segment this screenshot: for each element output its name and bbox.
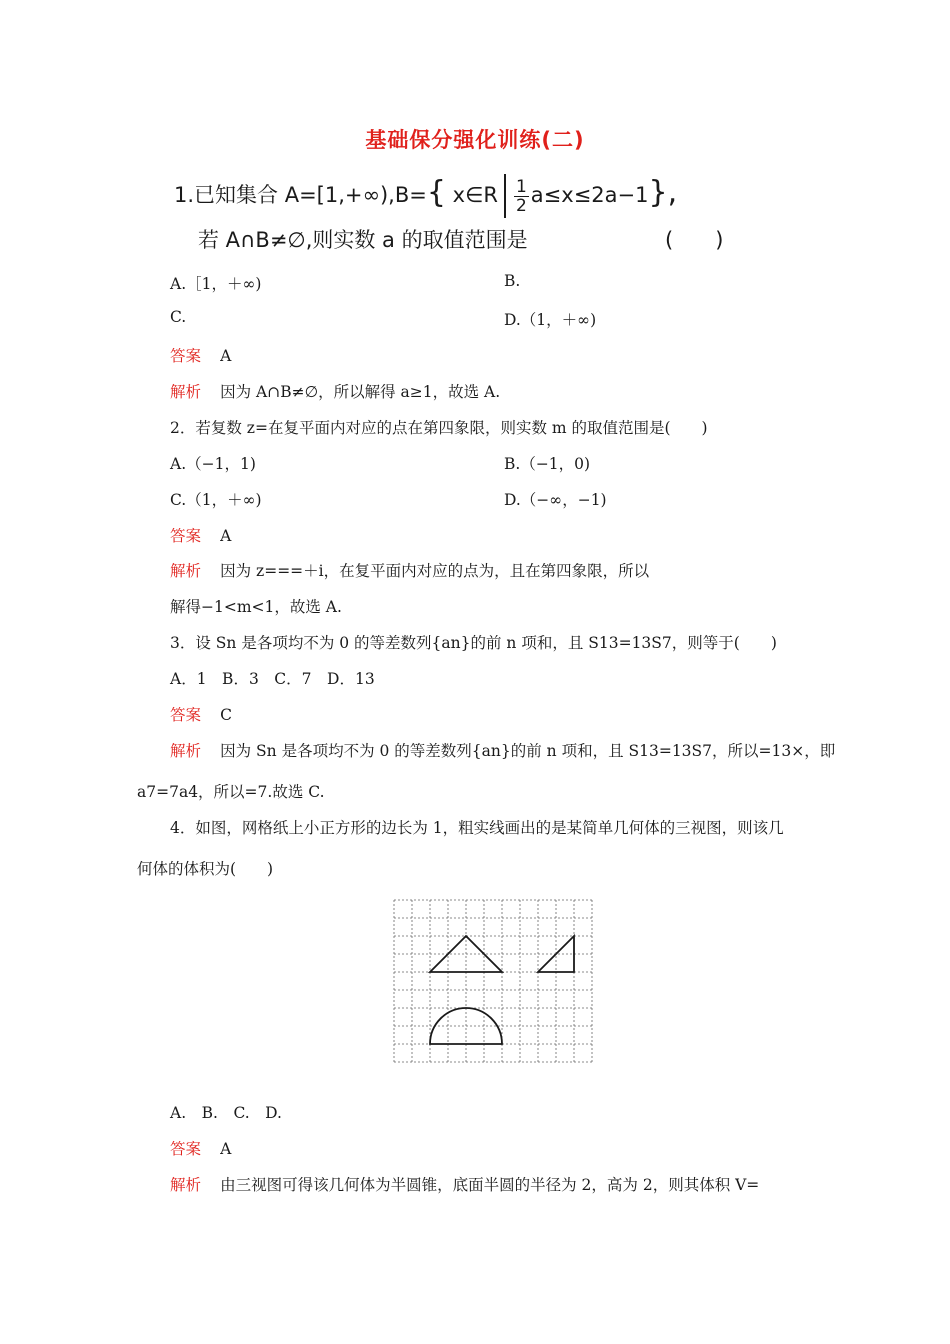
- q1-set-close-brace: },: [648, 175, 678, 210]
- q1-set-cond: a≤x≤2a−1: [530, 183, 649, 207]
- q4-analysis: [170, 1173, 759, 1195]
- q2-analysis-text-2: 解得−1<m<1，故选 A.: [170, 598, 342, 616]
- q4-options: A. B. C. D.: [170, 1104, 282, 1122]
- q1-analysis-text: 因为 A∩B≠∅，所以解得 a≥1，故选 A.: [220, 383, 501, 401]
- three-view-figure: [382, 890, 602, 1072]
- q4-answer: [170, 1137, 231, 1159]
- q1-frac-num: 1: [515, 176, 527, 197]
- q1-stem-prefix: 1.已知集合 A=[1,+∞),B=: [174, 183, 427, 207]
- q2-option-a: A.（−1，1): [170, 455, 256, 473]
- q3-analysis-text-1: 因为 Sn 是各项均不为 0 的等差数列{an}的前 n 项和，且 S13=13S7，所以=13×，即: [220, 742, 836, 760]
- q3-answer-label: 答案: [170, 706, 202, 724]
- q4-analysis-text: 由三视图可得该几何体为半圆锥，底面半圆的半径为 2，高为 2，则其体积 V=: [220, 1176, 760, 1194]
- q2-answer-value: A: [220, 527, 232, 545]
- q2-option-c: C.（1，＋∞): [170, 491, 262, 509]
- q1-set-var: x∈R: [452, 183, 498, 207]
- q1-fraction: [514, 178, 529, 215]
- q3-analysis-label: 解析: [170, 742, 202, 760]
- q4-answer-label: 答案: [170, 1140, 202, 1158]
- q3-answer-value: C: [220, 706, 232, 724]
- page-title: 基础保分强化训练(二): [365, 128, 585, 152]
- q2-option-d: D.（−∞，−1): [504, 491, 607, 509]
- q4-answer-value: A: [220, 1140, 232, 1158]
- q1-option-a: A.［1，＋∞): [170, 275, 262, 293]
- q3-stem: 3．设 Sn 是各项均不为 0 的等差数列{an}的前 n 项和，且 S13=13S7，则等于( ): [170, 634, 777, 652]
- q1-option-d: D.（1，＋∞): [504, 311, 597, 329]
- q1-line1: [174, 168, 677, 218]
- q2-analysis: [170, 559, 649, 581]
- q2-analysis-label: 解析: [170, 562, 202, 580]
- q3-analysis: [170, 739, 835, 761]
- q1-answer-value: A: [220, 347, 232, 365]
- q1-option-c: C.: [170, 308, 187, 326]
- q4-stem-1: 4．如图，网格纸上小正方形的边长为 1，粗实线画出的是某简单几何体的三视图，则该几: [170, 819, 784, 837]
- q1-answer: [170, 344, 231, 366]
- q2-answer: [170, 524, 231, 546]
- q2-stem: 2．若复数 z=在复平面内对应的点在第四象限，则实数 m 的取值范围是( ): [170, 419, 708, 437]
- q1-line2: 若 A∩B≠∅,则实数 a 的取值范围是: [198, 228, 528, 252]
- three-view-grid-svg: [382, 890, 602, 1072]
- q1-option-b: B.: [504, 272, 521, 290]
- q2-option-b: B.（−1，0): [504, 455, 591, 473]
- q1-set-bar: [504, 174, 506, 218]
- q1-analysis-label: 解析: [170, 383, 202, 401]
- q1-answer-label: 答案: [170, 347, 202, 365]
- q3-options: A．1 B．3 C．7 D．13: [170, 670, 375, 688]
- q1-set-open-brace: {: [426, 175, 446, 210]
- q3-answer: [170, 703, 232, 725]
- q3-analysis-text-2: a7=7a4，所以=7.故选 C.: [137, 783, 325, 801]
- q2-answer-label: 答案: [170, 527, 202, 545]
- q4-analysis-label: 解析: [170, 1176, 202, 1194]
- q1-paren: ( ): [665, 228, 724, 252]
- q1-analysis: [170, 380, 500, 402]
- q1-frac-den: 2: [515, 195, 527, 216]
- q4-stem-2: 何体的体积为( ): [137, 860, 274, 878]
- q2-analysis-text-1: 因为 z===＋i，在复平面内对应的点为，且在第四象限，所以: [220, 562, 650, 580]
